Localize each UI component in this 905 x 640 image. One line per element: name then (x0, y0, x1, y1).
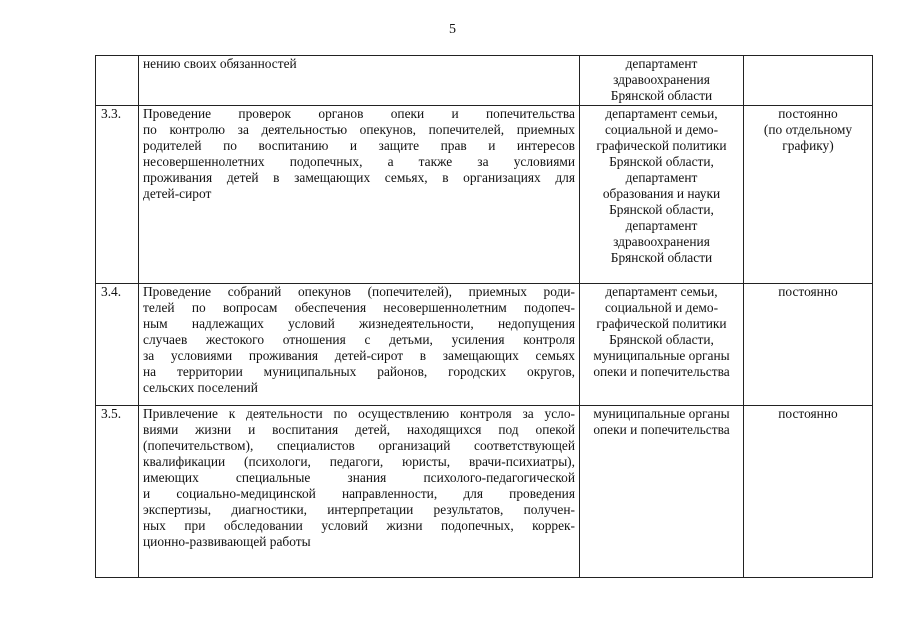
measure-description (139, 406, 580, 578)
responsible-executor-line: опеки и попечительства (593, 422, 730, 437)
responsible-executor-line: Брянской области (610, 88, 713, 103)
responsible-executor-line: образования и науки (602, 186, 721, 201)
responsible-executor-line: департамент (625, 218, 698, 233)
measure-description-line: ных при обследовании условий жизни подопечных, коррек- (143, 518, 575, 533)
responsible-executor-line: департамент (625, 170, 698, 185)
measure-description (139, 56, 580, 106)
responsible-executor-line: здравоохранения (613, 234, 710, 249)
execution-term (744, 284, 873, 406)
table-row (96, 284, 873, 406)
responsible-executor-line: графической политики (596, 316, 727, 331)
responsible-executor-line: опеки и попечительства (593, 364, 730, 379)
measure-description-line: имеющих специальные знания психолого-педагогической (143, 470, 575, 485)
measure-description-line: телей по вопросам обеспечения несовершеннолетним подопеч- (143, 300, 575, 315)
responsible-executor-line: Брянской области, (609, 332, 714, 347)
responsible-executor (580, 284, 744, 406)
responsible-executor-line: департамент семьи, (605, 284, 718, 299)
measure-description (139, 284, 580, 406)
measure-description-line: родителей по воспитанию и защите прав и интересов (143, 138, 575, 153)
measure-description-line: нению своих обязанностей (143, 56, 297, 71)
table-row (96, 56, 873, 106)
measure-description-line: Проведение проверок органов опеки и попечительства (143, 106, 575, 121)
responsible-executor-line: социальной и демо- (604, 300, 719, 315)
measure-description-line: экспертизы, диагностики, интерпретации результатов, получен- (143, 502, 575, 517)
measure-description-line: (попечительством), специалистов организаций соответствующей (143, 438, 575, 453)
table-row (96, 106, 873, 284)
execution-term-line: графику) (782, 138, 834, 153)
measure-description (139, 106, 580, 284)
table-row (96, 406, 873, 578)
measures-table (95, 55, 873, 578)
responsible-executor (580, 56, 744, 106)
measure-description-line: ционно-развивающей работы (143, 534, 311, 549)
measure-description-line: квалификации (психологи, педагоги, юристы, врачи-психиатры), (143, 454, 575, 469)
item-number (96, 56, 139, 106)
responsible-executor-line: графической политики (596, 138, 727, 153)
responsible-executor-line: Брянской области (610, 250, 713, 265)
measure-description-line: ным надлежащих условий жизнедеятельности, недопущения (143, 316, 575, 331)
execution-term-line: постоянно (778, 406, 838, 421)
table-body (96, 56, 873, 578)
measure-description-line: на территории муниципальных районов, городских округов, (143, 364, 575, 379)
measure-description-line: детей-сирот (143, 186, 212, 201)
responsible-executor (580, 406, 744, 578)
execution-term-line: (по отдельному (763, 122, 853, 137)
responsible-executor-line: департамент семьи, (605, 106, 718, 121)
measure-description-line: за условиями проживания детей-сирот в замещающих семьях (143, 348, 575, 363)
execution-term (744, 106, 873, 284)
responsible-executor-line: Брянской области, (609, 154, 714, 169)
responsible-executor (580, 106, 744, 284)
responsible-executor-line: департамент (625, 56, 698, 71)
responsible-executor-line: социальной и демо- (604, 122, 719, 137)
responsible-executor-line: здравоохранения (613, 72, 710, 87)
measure-description-line: проживания детей в замещающих семьях, в организациях для (143, 170, 575, 185)
measure-description-line: Привлечение к деятельности по осуществлению контроля за усло- (143, 406, 575, 421)
item-number: 3.4. (96, 284, 139, 406)
item-number: 3.5. (96, 406, 139, 578)
measure-description-line: несовершеннолетних подопечных, а также за условиями (143, 154, 575, 169)
item-number: 3.3. (96, 106, 139, 284)
responsible-executor-line: Брянской области, (609, 202, 714, 217)
execution-term (744, 56, 873, 106)
measure-description-line: сельских поселений (143, 380, 258, 395)
responsible-executor-line: муниципальные органы (593, 406, 730, 421)
responsible-executor-line: муниципальные органы (593, 348, 730, 363)
measure-description-line: Проведение собраний опекунов (попечителей), приемных роди- (143, 284, 575, 299)
measure-description-line: по контролю за деятельностью опекунов, попечителей, приемных (143, 122, 575, 137)
measure-description-line: и социально-медицинской направленности, для проведения (143, 486, 575, 501)
measure-description-line: виями жизни и воспитания детей, находящихся под опекой (143, 422, 575, 437)
execution-term-line: постоянно (778, 106, 838, 121)
execution-term (744, 406, 873, 578)
execution-term-line: постоянно (778, 284, 838, 299)
page-number: 5 (449, 22, 456, 37)
measure-description-line: случаев жестокого отношения с детьми, усиления контроля (143, 332, 575, 347)
